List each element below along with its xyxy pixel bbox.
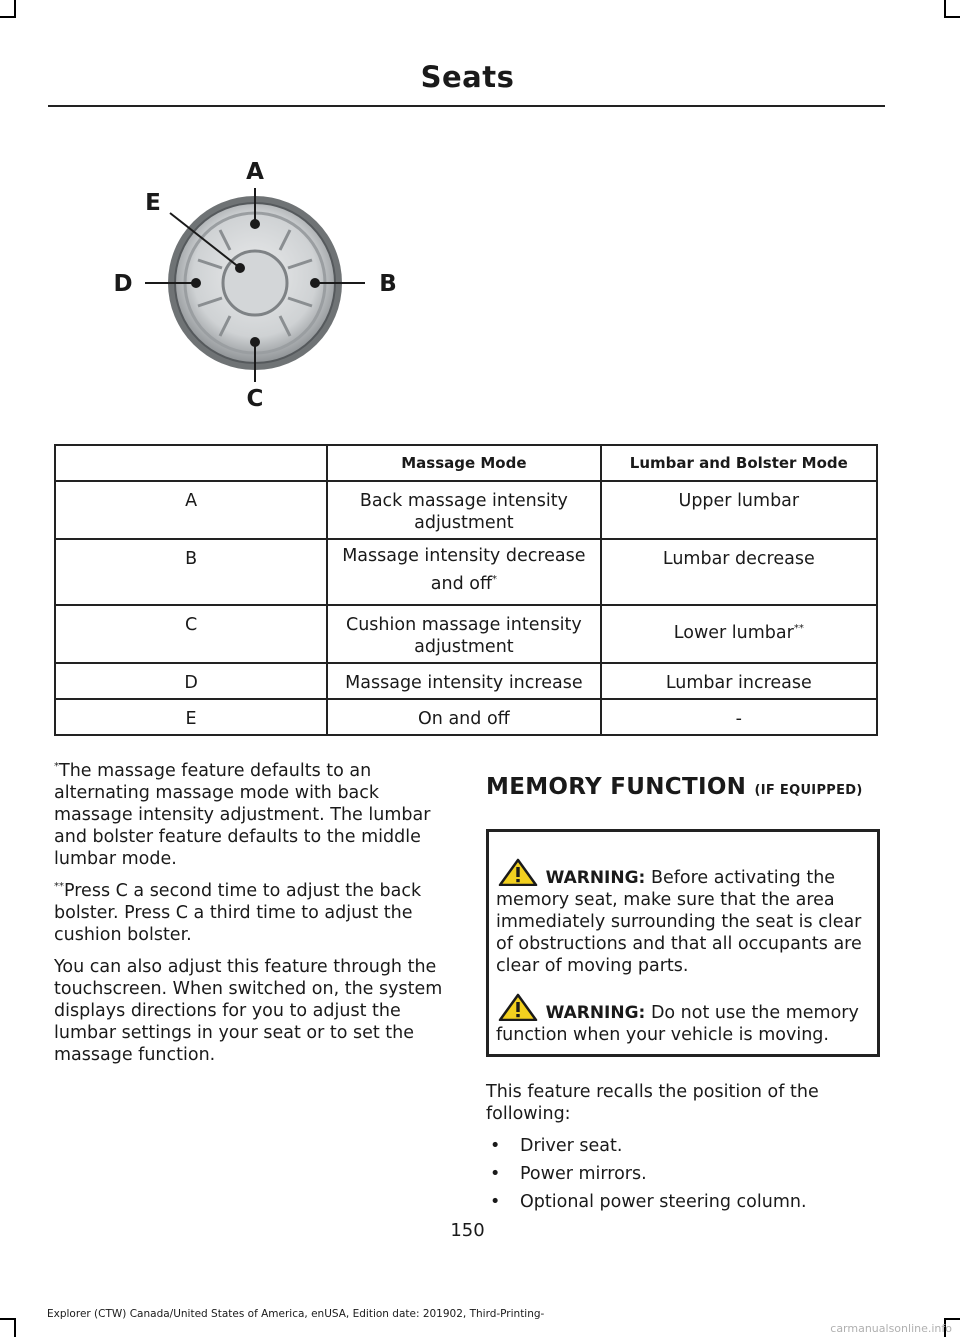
table-cell-key: A xyxy=(55,481,327,539)
warning-label: WARNING: xyxy=(545,868,646,888)
table-header: Massage Mode xyxy=(327,445,600,481)
callout-d: D xyxy=(113,271,133,297)
crop-mark xyxy=(944,16,960,18)
figure-code: E248990 xyxy=(377,409,418,419)
callout-c: C xyxy=(246,386,264,412)
table-row xyxy=(55,539,877,605)
warning-triangle-icon xyxy=(496,993,540,1021)
table-header xyxy=(55,445,327,481)
table-row xyxy=(55,481,877,539)
warning-1 xyxy=(496,858,869,977)
footnote-1: *The massage feature defaults to an alternating massage mode with back massage intensity adjustment. The lumbar and bolster feature defaults to the middle lumbar mode. xyxy=(54,761,431,869)
warning-label: WARNING: xyxy=(545,1003,646,1023)
title-rule xyxy=(48,105,885,107)
massage-control-diagram xyxy=(100,150,420,420)
table-cell-massage: Massage intensity increase xyxy=(327,663,600,699)
table-header-row xyxy=(55,445,877,481)
mode-table xyxy=(54,444,878,736)
warning-text: Do not use the memory function when your vehicle is moving. xyxy=(496,1003,859,1045)
crop-mark xyxy=(14,1318,16,1337)
table-row xyxy=(55,663,877,699)
table-cell-key: E xyxy=(55,699,327,735)
list-item: • Power mirrors. xyxy=(490,1164,647,1184)
table-cell-key: D xyxy=(55,663,327,699)
touchscreen-paragraph: You can also adjust this feature through the touchscreen. When switched on, the system displays directions for you to adjust the lumbar settings in your seat or to set the massage function. xyxy=(54,957,443,1065)
table-cell-lumbar: - xyxy=(601,699,877,735)
bullet: • xyxy=(490,1136,501,1156)
edition-footer: Explorer (CTW) Canada/United States of America, enUSA, Edition date: 201902, Third-Printing- xyxy=(47,1308,545,1320)
watermark: carmanualsonline.info xyxy=(830,1322,952,1335)
footnote-2: **Press C a second time to adjust the back bolster. Press C a third time to adjust the cushion bolster. xyxy=(54,881,422,945)
warning-text: Before activating the memory seat, make sure that the area immediately surrounding the seat is clear of obstructions and that all occupants are clear of moving parts. xyxy=(496,868,862,976)
table-cell-key: C xyxy=(55,605,327,663)
table-row xyxy=(55,605,877,663)
table-cell-lumbar: Lumbar decrease xyxy=(601,539,877,605)
section-heading: MEMORY FUNCTION (IF EQUIPPED) xyxy=(486,774,863,800)
warning-box xyxy=(486,829,880,1057)
page-title: Seats xyxy=(420,60,515,94)
table-cell-massage: Massage intensity decrease and off* xyxy=(327,539,600,605)
crop-mark xyxy=(0,16,16,18)
bullet: • xyxy=(490,1164,501,1184)
bullet: • xyxy=(490,1192,501,1212)
memory-intro: This feature recalls the position of the following: xyxy=(486,1082,819,1124)
notes-column xyxy=(54,760,450,1076)
callout-e: E xyxy=(145,190,161,216)
table-header: Lumbar and Bolster Mode xyxy=(601,445,877,481)
table-cell-massage: Cushion massage intensity adjustment xyxy=(327,605,600,663)
table-cell-key: B xyxy=(55,539,327,605)
crop-mark xyxy=(944,1318,960,1320)
memory-section xyxy=(486,776,880,1219)
crop-mark xyxy=(0,1318,16,1320)
knob-center-button xyxy=(223,251,287,315)
memory-feature-list xyxy=(486,1135,880,1213)
table-cell-massage: Back massage intensity adjustment xyxy=(327,481,600,539)
page-number: 150 xyxy=(450,1220,485,1241)
list-item: • Optional power steering column. xyxy=(490,1192,807,1212)
warning-triangle-icon xyxy=(496,858,540,886)
table-cell-massage: On and off xyxy=(327,699,600,735)
callout-a: A xyxy=(246,159,264,185)
table-cell-lumbar: Lower lumbar** xyxy=(601,605,877,663)
table-cell-lumbar: Lumbar increase xyxy=(601,663,877,699)
list-item: • Driver seat. xyxy=(490,1136,623,1156)
callout-b: B xyxy=(379,271,397,297)
table-cell-lumbar: Upper lumbar xyxy=(601,481,877,539)
table-row xyxy=(55,699,877,735)
warning-2 xyxy=(496,993,869,1046)
